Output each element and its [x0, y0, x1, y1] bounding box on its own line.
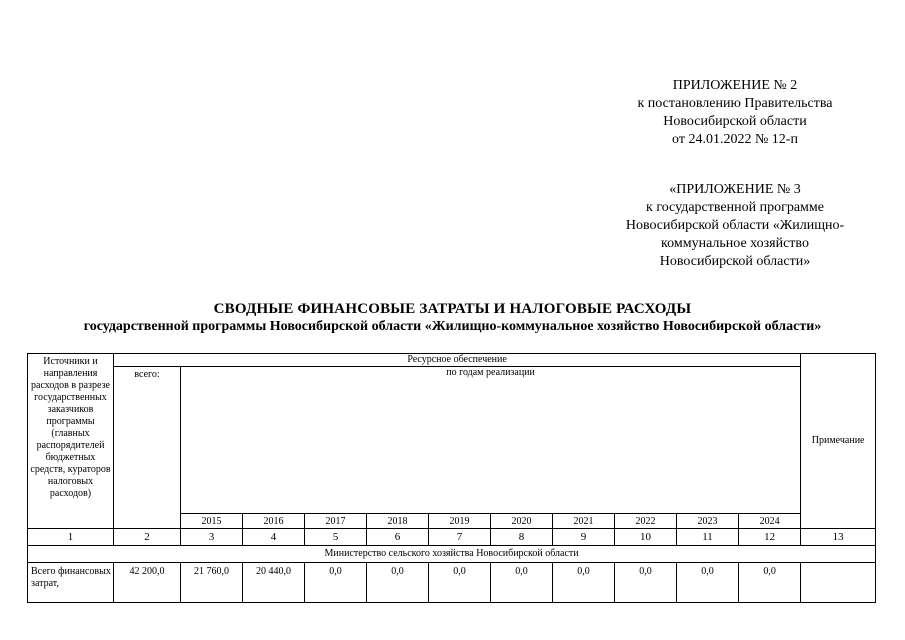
appendix-line: Новосибирской области» [659, 254, 811, 269]
document-title: СВОДНЫЕ ФИНАНСОВЫЕ ЗАТРАТЫ И НАЛОГОВЫЕ РАСХОДЫ [213, 301, 692, 317]
column-number: 4 [243, 529, 305, 546]
header-source: Источники и направления расходов в разрезе государственных заказчиков программы (главных распорядителей бюджетных средств, кураторов налоговых расходов) [28, 354, 114, 529]
appendix-line: «ПРИЛОЖЕНИЕ № 3 [669, 182, 801, 197]
ministry-row: Министерство сельского хозяйства Новосибирской области [28, 546, 876, 563]
year-header: 2018 [367, 514, 429, 529]
column-number: 2 [114, 529, 181, 546]
appendix-line: Новосибирской области «Жилищно- [625, 218, 845, 233]
column-number: 12 [739, 529, 801, 546]
column-number: 7 [429, 529, 491, 546]
value-cell: 0,0 [553, 563, 615, 603]
year-header: 2015 [181, 514, 243, 529]
financial-table [27, 353, 876, 603]
appendix-line: Новосибирской области [663, 114, 807, 129]
column-number: 8 [491, 529, 553, 546]
column-number: 9 [553, 529, 615, 546]
column-number: 5 [305, 529, 367, 546]
column-number: 13 [801, 529, 876, 546]
column-number: 11 [677, 529, 739, 546]
value-cell: 0,0 [739, 563, 801, 603]
value-cell: 21 760,0 [181, 563, 243, 603]
column-number: 3 [181, 529, 243, 546]
year-header: 2017 [305, 514, 367, 529]
note-cell [801, 563, 876, 603]
value-cell: 0,0 [305, 563, 367, 603]
header-by-year: по годам реализации [181, 367, 801, 514]
year-header: 2019 [429, 514, 491, 529]
document-subtitle: государственной программы Новосибирской области «Жилищно-коммунальное хозяйство Новосибирской области» [83, 319, 822, 334]
appendix-line: от 24.01.2022 № 12-п [672, 132, 798, 147]
row-label: Всего финансовых затрат, [28, 563, 114, 603]
value-cell: 0,0 [677, 563, 739, 603]
header-total: всего: [114, 367, 181, 529]
value-cell: 0,0 [429, 563, 491, 603]
appendix-block-decree [600, 77, 870, 149]
column-number: 6 [367, 529, 429, 546]
header-note: Примечание [801, 354, 876, 529]
value-cell: 42 200,0 [114, 563, 181, 603]
year-header: 2016 [243, 514, 305, 529]
year-header: 2021 [553, 514, 615, 529]
year-header: 2022 [615, 514, 677, 529]
year-header: 2023 [677, 514, 739, 529]
appendix-line: к постановлению Правительства [637, 96, 833, 111]
appendix-block-program [600, 181, 870, 271]
appendix-line: к государственной программе [646, 200, 824, 215]
table-row [28, 563, 876, 603]
header-resource: Ресурсное обеспечение [114, 354, 801, 367]
value-cell: 0,0 [615, 563, 677, 603]
column-number: 10 [615, 529, 677, 546]
column-number: 1 [28, 529, 114, 546]
appendix-line: ПРИЛОЖЕНИЕ № 2 [672, 78, 798, 93]
value-cell: 0,0 [491, 563, 553, 603]
value-cell: 20 440,0 [243, 563, 305, 603]
value-cell: 0,0 [367, 563, 429, 603]
year-header: 2024 [739, 514, 801, 529]
appendix-line: коммунальное хозяйство [661, 236, 809, 251]
year-header: 2020 [491, 514, 553, 529]
